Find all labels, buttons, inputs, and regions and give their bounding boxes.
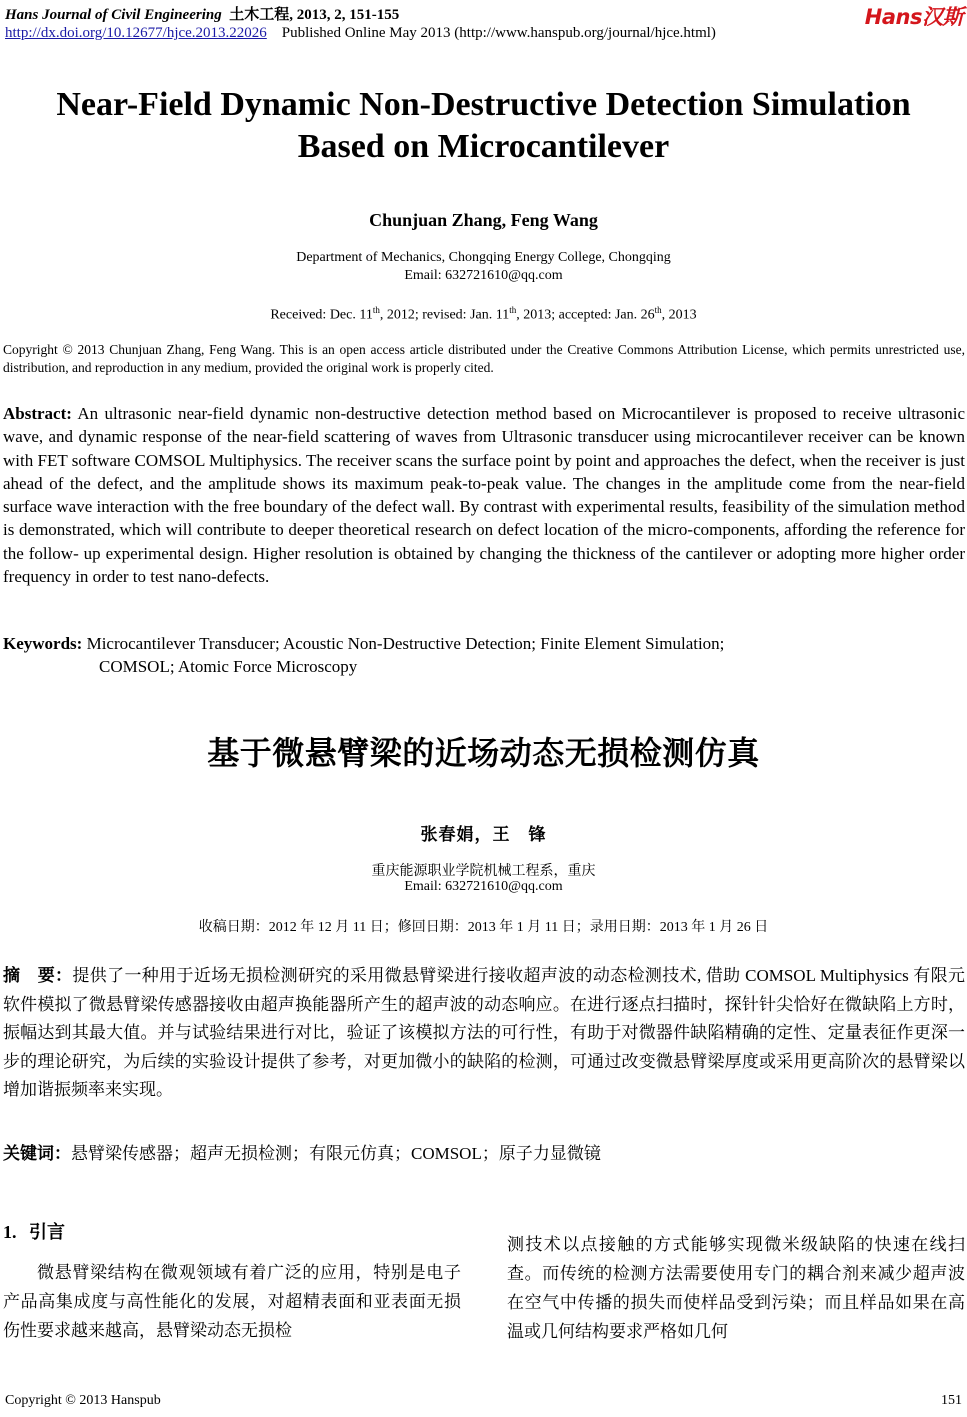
accepted-prefix: , 2013; accepted: Jan. 26 [516,307,655,323]
journal-info-cn: 土木工程, 2013, 2, 151-155 [229,7,400,23]
keywords-en-line2: COMSOL; Atomic Force Microscopy [99,657,358,676]
section-title: 引言 [29,1222,66,1243]
keywords-cn [3,1140,965,1168]
authors-cn: 张春娟，王 锋 [420,825,547,844]
page-number: 151 [941,1393,962,1408]
abstract-en-label: Abstract: [3,404,72,423]
keywords-en [3,632,965,678]
received-sup2: th [509,305,517,315]
email-en: Email: 632721610@qq.com [404,268,563,283]
intro-right-text: 测技术以点接触的方式能够实现微米级缺陷的快速在线扫查。而传统的检测方法需要使用专门的耦合剂来减少超声波在空气中传播的损失而使样品受到污染；而且样品如果在高温或几何结构要求严格如几何 [507,1235,965,1341]
right-column [507,1230,965,1346]
title-en-line2: Based on Microcantilever [297,128,670,165]
section-number: 1. [3,1222,17,1242]
published-online: Published Online May 2013 (http://www.hanspub.org/journal/hjce.html) [281,25,716,41]
received-suffix: , 2013 [661,307,697,323]
title-en [0,84,967,168]
revised-prefix: , 2012; revised: Jan. 11 [379,307,510,323]
affiliation-cn: 重庆能源职业学院机械工程系，重庆 [371,864,596,879]
received-dates [0,305,967,324]
hans-logo: Hans汉斯 [864,5,963,29]
abstract-cn-label: 摘 要： [3,966,73,986]
keywords-en-line1: Microcantilever Transducer; Acoustic Non-Destructive Detection; Finite Element Simulation; [86,634,725,653]
intro-left-text: 微悬臂梁结构在微观领域有着广泛的应用，特别是电子产品高集成度与高性能化的发展，对超精表面和亚表面无损伤性要求越来越高，悬臂梁动态无损检 [3,1263,461,1340]
received-sup1: th [372,305,380,315]
received-prefix: Received: Dec. 11 [270,307,373,323]
footer-copyright: Copyright © 2013 Hanspub [5,1393,161,1408]
title-cn: 基于微悬臂梁的近场动态无损检测仿真 [207,734,760,772]
journal-header [5,3,399,24]
email-cn: Email: 632721610@qq.com [404,879,563,894]
abstract-cn-text: 提供了一种用于近场无损检测研究的采用微悬臂梁进行接收超声波的动态检测技术, 借助 COMSOL Multiphysics 有限元软件模拟了微悬臂梁传感器接收由超声换能器所产生的超声波的动态响应。在进行逐点扫描时，探针针尖恰好在微缺陷上方时，振幅达到其最大值。并与试验结果进行对比，验证了该模拟方法的可行性，有助于对微器件缺陷精确的定性、定量表征作更深一步的理论研究，为后续的实验设计提供了参考，对更加微小的缺陷的检测，可通过改变微悬臂梁厚度或采用更高阶次的悬臂梁以增加谐振频率来实现。 [3,966,966,1099]
keywords-en-label: Keywords: [3,634,83,653]
affiliation-en: Department of Mechanics, Chongqing Energy College, Chongqing [296,250,671,265]
doi-link[interactable]: http://dx.doi.org/10.12677/hjce.2013.22026 [5,25,267,41]
abstract-cn [3,962,965,1105]
authors-en: Chunjuan Zhang, Feng Wang [369,210,598,230]
title-en-line1: Near-Field Dynamic Non-Destructive Detection Simulation [56,86,911,123]
keywords-cn-text: 悬臂梁传感器；超声无损检测；有限元仿真；COMSOL；原子力显微镜 [71,1144,601,1163]
section-heading [3,1218,461,1244]
left-column [3,1218,461,1345]
dates-cn: 收稿日期：2012 年 12 月 11 日；修回日期：2013 年 1 月 11 日；录用日期：2013 年 1 月 26 日 [198,920,769,935]
copyright-note: Copyright © 2013 Chunjuan Zhang, Feng Wang. This is an open access article distributed under the Creative Commons Attribution License, which permits unrestricted use, distribution, and reproduction in any medium, provided the original work is properly cited. [3,342,965,375]
abstract-en [3,402,965,588]
doi-line [5,25,716,42]
keywords-cn-label: 关键词： [3,1144,71,1164]
received-sup3: th [654,305,662,315]
abstract-en-text: An ultrasonic near-field dynamic non-destructive detection method based on Microcantilever is proposed to receive ultrasonic wave, and dynamic response of the near-field scattering of waves from Ultrasonic transducer using microcantilever receiver can be known with FET software COMSOL Multiphysics. The receiver scans the surface point by point and approaches the defect, when the receiver is just ahead of the defect, and the amplitude shows its maximum peak-to-peak value. The changes in the amplitude come from the near-field surface wave interaction with the free boundary of the defect wall. By contrast with experimental results, feasibility of the simulation method is demonstrated, which will contribute to deeper theoretical research on defect location of the micro-components, affording the reference for the follow- up experimental design. Higher resolution is obtained by changing the thickness of the cantilever or adopting more higher order frequency in order to test nano-defects. [3,404,966,587]
journal-name-en: Hans Journal of Civil Engineering [5,7,222,23]
